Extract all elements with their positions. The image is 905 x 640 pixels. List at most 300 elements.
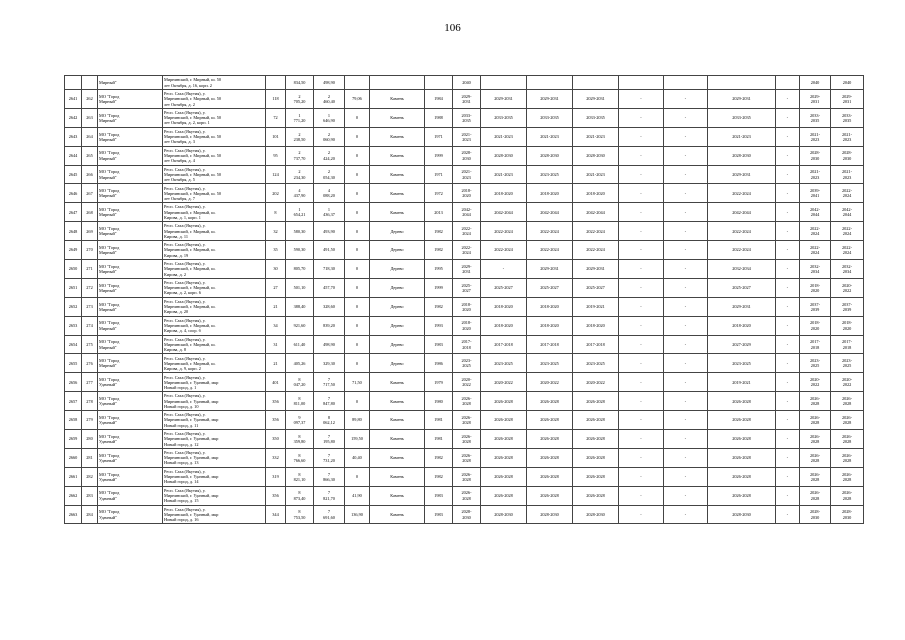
cell-period-1: 2017-2018 xyxy=(481,335,527,354)
cell-period-1: 2018-2020 xyxy=(481,184,527,203)
cell-plan: 2021- 2023 xyxy=(453,127,481,146)
cell-dash-2: - xyxy=(664,505,708,524)
cell-period-2: 2029-2031 xyxy=(527,90,573,109)
cell-year: 1999 xyxy=(425,146,453,165)
cell-mo: Мирный" xyxy=(98,76,163,90)
cell-num: 266 xyxy=(82,165,98,184)
cell-plan: 2026- 2028 xyxy=(453,411,481,430)
cell-material: Камень xyxy=(370,430,425,449)
cell-address: Респ. Саха (Якутия), у. Мирнинский, г. Мирный, ш. 50 лет Октября, д. 5 xyxy=(163,165,266,184)
cell-area-nonres: 0 xyxy=(345,165,370,184)
cell-dash-2: - xyxy=(664,430,708,449)
cell-period-1: 2033-2035 xyxy=(481,108,527,127)
cell-year: 1982 xyxy=(425,222,453,241)
cell-dash-1: - xyxy=(619,222,664,241)
cell-flats: 72 xyxy=(266,108,286,127)
cell-flats: 319 xyxy=(266,467,286,486)
cell-period-5: 2018- 2020 xyxy=(800,278,831,297)
cell-plan: 2026- 2028 xyxy=(453,467,481,486)
cell-num: 268 xyxy=(82,203,98,222)
cell-plan: 2026- 2028 xyxy=(453,430,481,449)
cell-dash-3: - xyxy=(776,278,800,297)
cell-period-3: 2021-2023 xyxy=(573,165,619,184)
cell-plan: 2026- 2028 xyxy=(453,392,481,411)
cell-period-3: 2026-2028 xyxy=(573,486,619,505)
cell-period-4: 2026-2028 xyxy=(708,486,776,505)
cell-address: Респ. Саха (Якутия), у. Мирнинский, г. Мирный, ш. Кирова, д. 2, корп. 6 xyxy=(163,278,266,297)
cell-area: 2 737,70 xyxy=(286,146,314,165)
cell-area-living: 4 088,20 xyxy=(314,184,345,203)
cell-period-6: 2022- 2024 xyxy=(831,222,864,241)
cell-period-4: 2032-2034 xyxy=(708,260,776,279)
table-row xyxy=(65,222,864,241)
table-row xyxy=(65,76,864,90)
cell-period-6: 2026- 2028 xyxy=(831,411,864,430)
cell-area-living: 7 821,70 xyxy=(314,486,345,505)
cell-period-3: 2026-2028 xyxy=(573,430,619,449)
cell-period-2: 2022-2024 xyxy=(527,222,573,241)
cell-period-5: 2026- 2028 xyxy=(800,411,831,430)
cell-index: 2651 xyxy=(65,278,82,297)
cell-material: Камень xyxy=(370,467,425,486)
cell-period-2: 2033-2035 xyxy=(527,108,573,127)
cell-dash-1: - xyxy=(619,373,664,392)
cell-period-6: 2022- 2024 xyxy=(831,184,864,203)
cell-plan: 2020- 2022 xyxy=(453,373,481,392)
cell-dash-3: - xyxy=(776,203,800,222)
cell-area-nonres: 0 xyxy=(345,260,370,279)
cell-index: 2661 xyxy=(65,467,82,486)
cell-dash-3: - xyxy=(776,260,800,279)
cell-period-5: 2020- 2022 xyxy=(800,373,831,392)
cell-address: Респ. Саха (Якутия), у. Мирнинский, г. Мирный, ш. 50 лет Октября, д. 2 xyxy=(163,90,266,109)
cell-year: 1982 xyxy=(425,467,453,486)
cell-dash-3: - xyxy=(776,165,800,184)
table-row xyxy=(65,486,864,505)
cell-mo: МО "Город Мирный" xyxy=(98,260,163,279)
cell-area-nonres: 0 xyxy=(345,203,370,222)
cell-area: 8 047,20 xyxy=(286,373,314,392)
cell-period-2: 2017-2018 xyxy=(527,335,573,354)
cell-dash-1: - xyxy=(619,411,664,430)
cell-period-1: 2021-2023 xyxy=(481,127,527,146)
cell-area: 1 654,21 xyxy=(286,203,314,222)
cell-period-2: 2042-2044 xyxy=(527,203,573,222)
cell-period-4: 2026-2028 xyxy=(708,467,776,486)
cell-area-nonres: 0 xyxy=(345,392,370,411)
cell-period-2: 2018-2020 xyxy=(527,297,573,316)
cell-num: 272 xyxy=(82,278,98,297)
cell-area-nonres: 40,40 xyxy=(345,448,370,467)
cell-area: 4 437,90 xyxy=(286,184,314,203)
cell-dash-3: - xyxy=(776,297,800,316)
cell-index: 2652 xyxy=(65,297,82,316)
cell-period-1: 2026-2028 xyxy=(481,392,527,411)
cell-dash-3: - xyxy=(776,316,800,335)
cell-dash-1: - xyxy=(619,108,664,127)
cell-period-2: 2020-2022 xyxy=(527,373,573,392)
cell-address: Респ. Саха (Якутия), у. Мирнинский, г. Мирный, ш. 50 лет Октября, д. 7 xyxy=(163,184,266,203)
cell-num: 277 xyxy=(82,373,98,392)
cell-area: 921,60 xyxy=(286,316,314,335)
cell-year: 1971 xyxy=(425,127,453,146)
cell-num: 281 xyxy=(82,448,98,467)
cell-material: Дерево xyxy=(370,241,425,260)
cell-period-3: 2028-2030 xyxy=(573,146,619,165)
housing-table xyxy=(64,75,864,524)
cell-material: Камень xyxy=(370,90,425,109)
cell-plan: 2042- 2044 xyxy=(453,203,481,222)
cell-num: 279 xyxy=(82,411,98,430)
cell-period-3: 2019-2021 xyxy=(573,297,619,316)
cell-period-2: 2023-2025 xyxy=(527,354,573,373)
cell-address: Респ. Саха (Якутия), у. Мирнинский, г. Мирный, ш. Кирова, д. 8 xyxy=(163,335,266,354)
cell-dash-2: - xyxy=(664,335,708,354)
cell-period-4: 2026-2028 xyxy=(708,411,776,430)
cell-flats: 401 xyxy=(266,373,286,392)
cell-dash-1: - xyxy=(619,278,664,297)
cell-area-living: 493,90 xyxy=(314,222,345,241)
cell-area: 9 097,37 xyxy=(286,411,314,430)
table-row xyxy=(65,316,864,335)
cell-mo: МО "Город Мирный" xyxy=(98,278,163,297)
cell-material: Камень xyxy=(370,108,425,127)
cell-period-3: 2029-2031 xyxy=(573,90,619,109)
cell-period-6: 2020- 2022 xyxy=(831,278,864,297)
cell-area-nonres: 159,50 xyxy=(345,430,370,449)
cell-index: 2658 xyxy=(65,411,82,430)
cell-dash-1: - xyxy=(619,467,664,486)
cell-year: 1982 xyxy=(425,241,453,260)
cell-area-living: 839,20 xyxy=(314,316,345,335)
cell-dash-2: - xyxy=(664,278,708,297)
cell-area-living: 7 691,60 xyxy=(314,505,345,524)
cell-area: 8 753,50 xyxy=(286,505,314,524)
cell-dash-1: - xyxy=(619,127,664,146)
cell-material: Камень xyxy=(370,127,425,146)
cell-dash-1: - xyxy=(619,354,664,373)
cell-dash-2: - xyxy=(664,392,708,411)
cell-period-1: 2026-2028 xyxy=(481,486,527,505)
cell-num: 271 xyxy=(82,260,98,279)
cell-area-nonres: 0 xyxy=(345,278,370,297)
cell-mo: МО "Город Удачный" xyxy=(98,430,163,449)
cell-dash-3: - xyxy=(776,222,800,241)
cell-address: Респ. Саха (Якутия), у. Мирнинский, г. Удачный, мкр Новый город, д. 16 xyxy=(163,505,266,524)
cell-area: 501,10 xyxy=(286,278,314,297)
cell-area: 1 771,20 xyxy=(286,108,314,127)
cell-plan: 2022- 2024 xyxy=(453,222,481,241)
cell-period-2: 2026-2028 xyxy=(527,430,573,449)
cell-address: Респ. Саха (Якутия), у. Мирнинский, г. Мирный, ш. Кирова, д. 20 xyxy=(163,297,266,316)
cell-plan: 2029- 2031 xyxy=(453,260,481,279)
cell-period-4: 2022-2024 xyxy=(708,184,776,203)
cell-period-4: 2027-2029 xyxy=(708,335,776,354)
cell-material: Дерево xyxy=(370,278,425,297)
cell-period-6: 2022- 2024 xyxy=(831,241,864,260)
cell-num: 274 xyxy=(82,316,98,335)
cell-period-3: 2020-2022 xyxy=(573,373,619,392)
cell-index: 2644 xyxy=(65,146,82,165)
cell-period-3: 2029-2031 xyxy=(573,260,619,279)
cell-area-living: 498,90 xyxy=(314,335,345,354)
cell-index: 2641 xyxy=(65,90,82,109)
cell-area-living: 7 866,30 xyxy=(314,467,345,486)
cell-dash-1: - xyxy=(619,90,664,109)
cell-area-nonres: 136,90 xyxy=(345,505,370,524)
cell-flats: 35 xyxy=(266,241,286,260)
cell-mo: МО "Город Мирный" xyxy=(98,165,163,184)
cell-area: 405,26 xyxy=(286,354,314,373)
cell-period-3: 2018-2020 xyxy=(573,184,619,203)
cell-area-living: 8 062,12 xyxy=(314,411,345,430)
cell-period-2: 2028-2030 xyxy=(527,505,573,524)
cell-flats: 344 xyxy=(266,505,286,524)
cell-period-3: 2026-2028 xyxy=(573,448,619,467)
cell-plan: 2022- 2024 xyxy=(453,241,481,260)
table-row xyxy=(65,411,864,430)
cell-plan: 2018- 2020 xyxy=(453,297,481,316)
cell-dash-2: - xyxy=(664,90,708,109)
cell-year: 1983 xyxy=(425,505,453,524)
cell-period-1: 2026-2028 xyxy=(481,411,527,430)
cell-flats: 332 xyxy=(266,448,286,467)
cell-material: Дерево xyxy=(370,354,425,373)
cell-area-living: 457,70 xyxy=(314,278,345,297)
cell-flats: 124 xyxy=(266,165,286,184)
table-row xyxy=(65,203,864,222)
cell-mo: МО "Город Удачный" xyxy=(98,411,163,430)
cell-area-living: 498,90 xyxy=(314,76,345,90)
cell-num: 262 xyxy=(82,90,98,109)
cell-material: Дерево xyxy=(370,260,425,279)
cell-period-1: 2028-2030 xyxy=(481,146,527,165)
cell-year: 1983 xyxy=(425,335,453,354)
cell-period-2: 2018-2020 xyxy=(527,184,573,203)
cell-year: 1982 xyxy=(425,448,453,467)
cell-period-4: 2018-2020 xyxy=(708,316,776,335)
cell-area: 388,40 xyxy=(286,297,314,316)
cell-flats: 202 xyxy=(266,184,286,203)
table-row xyxy=(65,448,864,467)
cell-period-6: 2018- 2020 xyxy=(831,316,864,335)
cell-period-3: 2028-2030 xyxy=(573,505,619,524)
cell-dash-3: - xyxy=(776,430,800,449)
cell-mo: МО "Город Мирный" xyxy=(98,90,163,109)
cell-area: 590,30 xyxy=(286,241,314,260)
cell-mo: МО "Город Удачный" xyxy=(98,392,163,411)
cell-period-4: 2029-2031 xyxy=(708,90,776,109)
table-row xyxy=(65,260,864,279)
cell-num: 265 xyxy=(82,146,98,165)
table-row xyxy=(65,430,864,449)
cell-address: Респ. Саха (Якутия), у. Мирнинский, г. Удачный, мкр Новый город, д. 12 xyxy=(163,430,266,449)
cell-flats: 356 xyxy=(266,392,286,411)
cell-period-2: 2018-2020 xyxy=(527,316,573,335)
cell-area-nonres: 0 xyxy=(345,297,370,316)
cell-dash-2: - xyxy=(664,127,708,146)
cell-material: Камень xyxy=(370,486,425,505)
cell-dash-1: - xyxy=(619,165,664,184)
cell-year: 1999 xyxy=(425,278,453,297)
cell-period-5: 2022- 2024 xyxy=(800,222,831,241)
table-row xyxy=(65,505,864,524)
cell-year: 1972 xyxy=(425,184,453,203)
cell-area-nonres: 0 xyxy=(345,146,370,165)
cell-period-6: 2029- 2031 xyxy=(831,90,864,109)
cell-mo: МО "Город Удачный" xyxy=(98,486,163,505)
cell-period-1: 2022-2024 xyxy=(481,222,527,241)
cell-flats: 95 xyxy=(266,146,286,165)
cell-period-2: 2026-2028 xyxy=(527,486,573,505)
cell-period-4: 2029-2031 xyxy=(708,165,776,184)
cell-dash-2: - xyxy=(664,165,708,184)
cell-period-5: 2026- 2028 xyxy=(800,486,831,505)
cell-plan: 2018- 2020 xyxy=(453,316,481,335)
cell-plan: 2033- 2035 xyxy=(453,108,481,127)
cell-dash-2: - xyxy=(664,184,708,203)
cell-period-5: 2029- 2031 xyxy=(800,90,831,109)
cell-area: 580,30 xyxy=(286,222,314,241)
cell-flats: 32 xyxy=(266,222,286,241)
cell-area-nonres: 89,80 xyxy=(345,411,370,430)
cell-dash-1: - xyxy=(619,260,664,279)
cell-index: 2655 xyxy=(65,354,82,373)
cell-period-5: 2026- 2028 xyxy=(800,467,831,486)
cell-mo: МО "Город Мирный" xyxy=(98,108,163,127)
cell-dash-3: - xyxy=(776,335,800,354)
cell-index: 2662 xyxy=(65,486,82,505)
table-row xyxy=(65,127,864,146)
cell-flats: 350 xyxy=(266,430,286,449)
cell-material: Камень xyxy=(370,146,425,165)
cell-dash-2: - xyxy=(664,354,708,373)
table-row xyxy=(65,278,864,297)
cell-period-6: 2021- 2023 xyxy=(831,165,864,184)
cell-index: 2647 xyxy=(65,203,82,222)
cell-area-living: 7 731,20 xyxy=(314,448,345,467)
cell-area-nonres: 0 xyxy=(345,316,370,335)
cell-period-5: 2026- 2028 xyxy=(800,448,831,467)
cell-area-nonres: 0 xyxy=(345,108,370,127)
cell-address: Респ. Саха (Якутия), у. Мирнинский, г. Мирный, ш. Кирова, д. 4, соор. б xyxy=(163,316,266,335)
cell-flats: 21 xyxy=(266,354,286,373)
cell-period-4: 2025-2027 xyxy=(708,278,776,297)
cell-address: Респ. Саха (Якутия), у. Мирнинский, г. Удачный, мкр Новый город, д. 1 xyxy=(163,373,266,392)
cell-period-6: 2026- 2028 xyxy=(831,392,864,411)
cell-period-3: 2018-2020 xyxy=(573,316,619,335)
cell-mo: МО "Город Мирный" xyxy=(98,335,163,354)
cell-period-3: 2017-2018 xyxy=(573,335,619,354)
cell-dash-2: - xyxy=(664,241,708,260)
cell-period-2: 2029-2031 xyxy=(527,260,573,279)
cell-material: Камень xyxy=(370,373,425,392)
cell-period-6: 2020- 2022 xyxy=(831,373,864,392)
table-row xyxy=(65,165,864,184)
table-row xyxy=(65,354,864,373)
cell-num: 280 xyxy=(82,430,98,449)
cell-dash-3: - xyxy=(776,90,800,109)
cell-material: Камень xyxy=(370,505,425,524)
cell-period-5: 2039- 2041 xyxy=(800,184,831,203)
cell-year: 1986 xyxy=(425,354,453,373)
cell-mo: МО "Город Удачный" xyxy=(98,467,163,486)
table-row xyxy=(65,146,864,165)
cell-index: 2643 xyxy=(65,127,82,146)
table-row xyxy=(65,392,864,411)
cell-index: 2645 xyxy=(65,165,82,184)
cell-index: 2659 xyxy=(65,430,82,449)
cell-period-1: 2042-2044 xyxy=(481,203,527,222)
cell-dash-2: - xyxy=(664,222,708,241)
cell-area-living: 2 060,90 xyxy=(314,127,345,146)
cell-area-nonres: 0 xyxy=(345,241,370,260)
cell-dash-2: - xyxy=(664,467,708,486)
cell-period-1: 2029-2031 xyxy=(481,90,527,109)
table-row xyxy=(65,90,864,109)
cell-dash-3: - xyxy=(776,146,800,165)
cell-period-3: 2033-2035 xyxy=(573,108,619,127)
cell-period-4: 2021-2023 xyxy=(708,127,776,146)
cell-index: 2653 xyxy=(65,316,82,335)
cell-area: 2 238,50 xyxy=(286,127,314,146)
cell-period-2: 2026-2028 xyxy=(527,411,573,430)
table-row xyxy=(65,241,864,260)
cell-flats: 101 xyxy=(266,127,286,146)
cell-dash-1: - xyxy=(619,297,664,316)
cell-mo: МО "Город Мирный" xyxy=(98,354,163,373)
cell-period-6: 2026- 2028 xyxy=(831,467,864,486)
cell-area-nonres: 0 xyxy=(345,127,370,146)
cell-period-6: 2042- 2044 xyxy=(831,203,864,222)
cell-area-nonres: 0 xyxy=(345,184,370,203)
cell-dash-2: - xyxy=(664,146,708,165)
cell-year: 1979 xyxy=(425,373,453,392)
cell-address: Респ. Саха (Якутия), у. Мирнинский, г. Удачный, мкр Новый город, д. 10 xyxy=(163,392,266,411)
cell-index: 2657 xyxy=(65,392,82,411)
cell-address: Респ. Саха (Якутия), у. Мирнинский, г. Удачный, мкр Новый город, д. 15 xyxy=(163,486,266,505)
cell-period-6: 2033- 2035 xyxy=(831,108,864,127)
cell-period-2: 2023-2025 xyxy=(527,165,573,184)
cell-index: 2660 xyxy=(65,448,82,467)
cell-dash-1: - xyxy=(619,486,664,505)
cell-area-living: 1 436,37 xyxy=(314,203,345,222)
cell-dash-1: - xyxy=(619,505,664,524)
cell-period-1: 2020-2022 xyxy=(481,373,527,392)
cell-area: 2 705,20 xyxy=(286,90,314,109)
cell-index: 2656 xyxy=(65,373,82,392)
cell-dash-3: - xyxy=(776,392,800,411)
cell-material: Камень xyxy=(370,392,425,411)
cell-num: 263 xyxy=(82,108,98,127)
cell-period-5: 2017- 2018 xyxy=(800,335,831,354)
cell-material: Камень xyxy=(370,203,425,222)
cell-dash-3: - xyxy=(776,354,800,373)
cell-plan: 2026- 2028 xyxy=(453,448,481,467)
cell-address: Респ. Саха (Якутия), у. Мирнинский, г. Мирный, ш. Кирова, д. 19 xyxy=(163,241,266,260)
cell-dash-2: - xyxy=(664,297,708,316)
cell-area-nonres: 0 xyxy=(345,467,370,486)
cell-num: 278 xyxy=(82,392,98,411)
cell-dash-3: - xyxy=(776,373,800,392)
cell-period-3: 2042-2044 xyxy=(573,203,619,222)
cell-period-1: 2018-2020 xyxy=(481,316,527,335)
cell-dash-3: - xyxy=(776,108,800,127)
cell-period-4: 2022-2024 xyxy=(708,222,776,241)
cell-material: Камень xyxy=(370,165,425,184)
cell-period-1: 2021-2023 xyxy=(481,165,527,184)
cell-period-b: 2040 xyxy=(831,76,864,90)
